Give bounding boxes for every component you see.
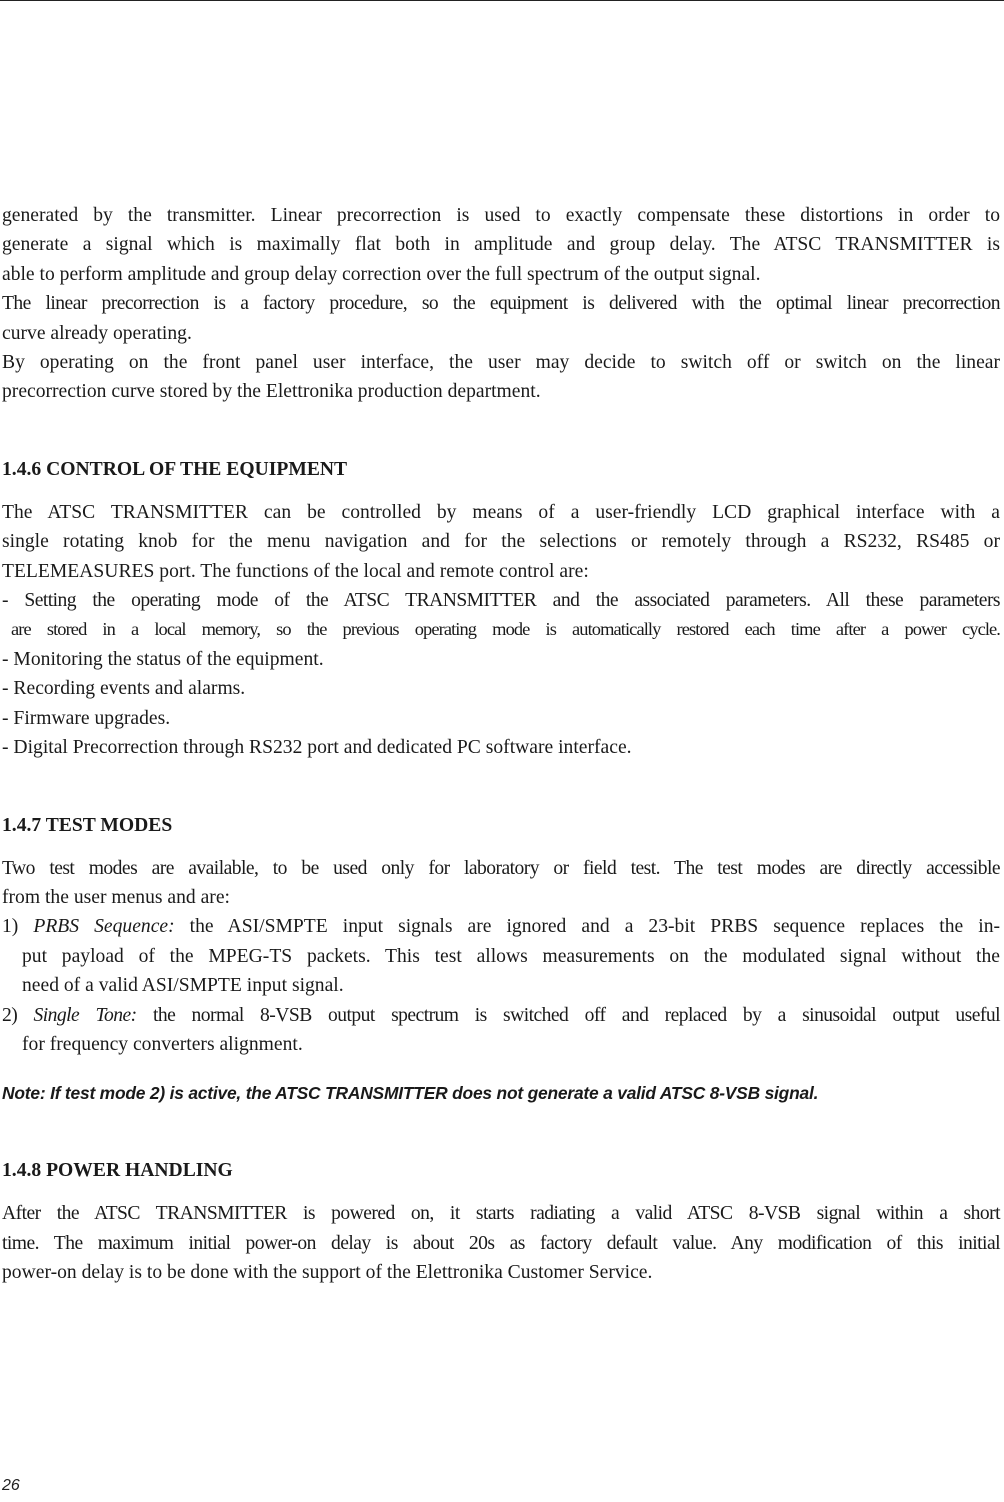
body-line: The ATSC TRANSMITTER can be controlled by means of a user-friendly LCD graphical interface with a: [2, 501, 1000, 523]
item-title: PRBS Sequence:: [33, 916, 175, 938]
body-line: power-on delay is to be done with the support of the Elettronika Customer Service.: [2, 1262, 653, 1284]
body-line: able to perform amplitude and group delay correction over the full spectrum of the output signal.: [2, 263, 761, 285]
body-line: After the ATSC TRANSMITTER is powered on, it starts radiating a valid ATSC 8-VSB signal within a short: [2, 1203, 1000, 1225]
body-line: The linear precorrection is a factory procedure, so the equipment is delivered with the optimal linear precorrection: [2, 293, 1000, 315]
section-heading-control: 1.4.6 CONTROL OF THE EQUIPMENT: [2, 458, 348, 480]
body-line: curve already operating.: [2, 322, 192, 344]
note: Note: If test mode 2) is active, the ATSC TRANSMITTER does not generate a valid ATSC 8-VSB signal.: [2, 1083, 819, 1104]
document-body: [2, 201, 1000, 1288]
list-item: - Monitoring the status of the equipment.: [2, 648, 324, 670]
list-item-continuation: are stored in a local memory, so the previous operating mode is automatically restored each time after a power cycle.: [11, 619, 1000, 640]
page-number: 26: [2, 1477, 20, 1494]
top-rule: [0, 0, 1004, 1]
item-text: the normal 8-VSB output spectrum is switched off and replaced by a sinusoidal output useful: [152, 1004, 1000, 1026]
body-line: generated by the transmitter. Linear precorrection is used to exactly compensate these distortions in order to: [2, 205, 1000, 226]
list-item: - Recording events and alarms.: [2, 678, 246, 700]
numbered-item: [2, 1001, 1000, 1030]
body-line: time. The maximum initial power-on delay is about 20s as factory default value. Any modification of this initial: [2, 1232, 1000, 1254]
list-item: - Firmware upgrades.: [2, 707, 171, 729]
numbered-item: [2, 912, 1000, 941]
item-title: Single Tone:: [33, 1004, 137, 1026]
item-continuation: put payload of the MPEG-TS packets. This test allows measurements on the modulated signal without the: [22, 945, 1000, 967]
item-number: 2): [2, 1004, 18, 1026]
body-line: from the user menus and are:: [2, 886, 230, 908]
item-continuation: need of a valid ASI/SMPTE input signal.: [22, 975, 344, 997]
item-continuation: for frequency converters alignment.: [22, 1033, 303, 1055]
item-text: the ASI/SMPTE input signals are ignored and a 23-bit PRBS sequence replaces the in-: [189, 916, 1001, 938]
body-line: By operating on the front panel user interface, the user may decide to switch off or switch on the linear: [2, 352, 1000, 374]
body-line: TELEMEASURES port. The functions of the local and remote control are:: [2, 560, 589, 582]
body-line: Two test modes are available, to be used only for laboratory or field test. The test modes are directly accessible: [2, 857, 1000, 879]
body-line: single rotating knob for the menu navigation and for the selections or remotely through a RS232, RS485 or: [2, 531, 1000, 553]
body-line: precorrection curve stored by the Elettronika production department.: [2, 381, 541, 403]
body-line: generate a signal which is maximally flat both in amplitude and group delay. The ATSC TRANSMITTER is: [2, 234, 1000, 256]
section-heading-power: 1.4.8 POWER HANDLING: [2, 1160, 233, 1182]
section-heading-test-modes: 1.4.7 TEST MODES: [2, 814, 173, 836]
list-item: - Setting the operating mode of the ATSC TRANSMITTER and the associated parameters. All these parameters: [2, 590, 1000, 612]
item-number: 1): [2, 916, 19, 938]
list-item: - Digital Precorrection through RS232 port and dedicated PC software interface.: [2, 737, 632, 759]
